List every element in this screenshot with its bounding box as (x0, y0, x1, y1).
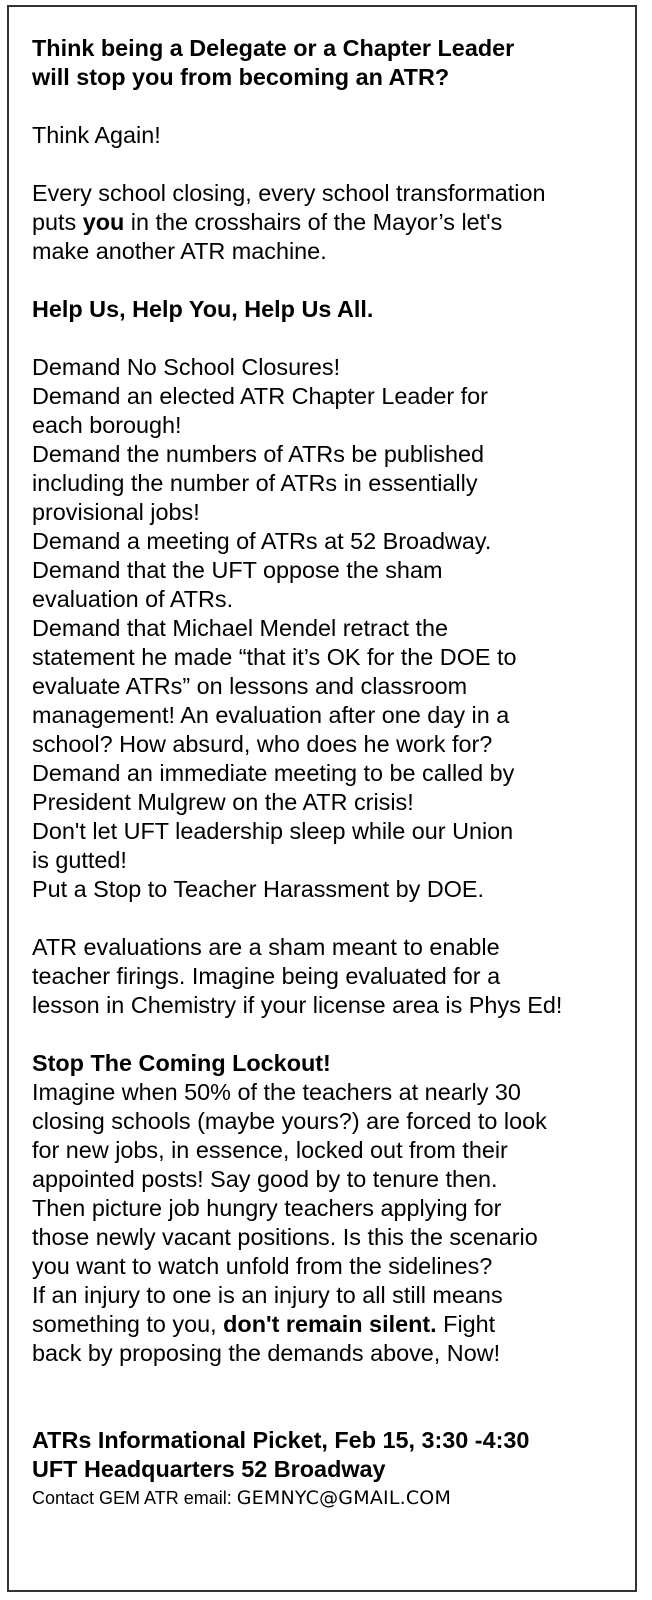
evaluations-line: ATR evaluations are a sham meant to enable (32, 934, 500, 960)
headline-line-2: will stop you from becoming an ATR? (32, 64, 450, 90)
demand-line: statement he made “that it’s OK for the DOE to (32, 644, 517, 670)
lockout-line: Then picture job hungry teachers applying for (32, 1195, 502, 1221)
demand-line: each borough! (32, 412, 182, 438)
demand-line: Put a Stop to Teacher Harassment by DOE. (32, 876, 485, 902)
contact-email: GEMNYC@GMAIL.COM (236, 1487, 452, 1509)
contact-label: Contact GEM ATR email: (32, 1488, 237, 1508)
demand-line: Demand that the UFT oppose the sham (32, 557, 443, 583)
lockout-line: Imagine when 50% of the teachers at nearly 30 (32, 1079, 521, 1105)
demand-line: Demand an elected ATR Chapter Leader for (32, 383, 488, 409)
demand-line: Demand the numbers of ATRs be published (32, 441, 485, 467)
demand-line: Demand a meeting of ATRs at 52 Broadway. (32, 528, 492, 554)
closing-line-1: Every school closing, every school transformation (32, 180, 546, 206)
demands-list (32, 353, 622, 904)
demand-line: including the number of ATRs in essentially (32, 470, 478, 496)
lockout-paragraph (32, 1078, 622, 1368)
help-heading: Help Us, Help You, Help Us All. (32, 296, 374, 322)
demand-line: is gutted! (32, 847, 127, 873)
lockout-line: those newly vacant positions. Is this the scenario (32, 1224, 538, 1250)
demand-line: management! An evaluation after one day in a (32, 702, 510, 728)
picket-line-2: UFT Headquarters 52 Broadway (32, 1456, 386, 1482)
demand-line: Demand No School Closures! (32, 354, 341, 380)
lockout-heading: Stop The Coming Lockout! (32, 1050, 331, 1076)
evaluations-paragraph (32, 933, 622, 1020)
demand-line: evaluation of ATRs. (32, 586, 234, 612)
picket-line-1: ATRs Informational Picket, Feb 15, 3:30 -4:30 (32, 1427, 530, 1453)
evaluations-line: teacher firings. Imagine being evaluated for a (32, 963, 501, 989)
lockout-line (32, 1310, 622, 1339)
demand-line: Demand an immediate meeting to be called by (32, 760, 515, 786)
dont-remain-silent-bold: don't remain silent. (223, 1311, 437, 1337)
lockout-end-post: Fight (436, 1311, 496, 1337)
demand-line: Demand that Michael Mendel retract the (32, 615, 449, 641)
lockout-line: If an injury to one is an injury to all still means (32, 1282, 503, 1308)
demand-line: Don't let UFT leadership sleep while our Union (32, 818, 514, 844)
closing-line-2 (32, 208, 622, 237)
lockout-line: back by proposing the demands above, Now! (32, 1340, 501, 1366)
contact-line (32, 1484, 622, 1513)
lockout-line: for new jobs, in essence, locked out from their (32, 1137, 508, 1163)
lockout-line: you want to watch unfold from the sidelines? (32, 1253, 493, 1279)
closing-you-bold: you (82, 209, 125, 235)
demand-line: provisional jobs! (32, 499, 200, 525)
closing-line-2-pre: puts (32, 209, 83, 235)
think-again: Think Again! (32, 122, 161, 148)
lockout-line: closing schools (maybe yours?) are forced to look (32, 1108, 547, 1134)
closing-line-2-post: in the crosshairs of the Mayor’s let's (124, 209, 503, 235)
flyer-content (32, 34, 622, 1513)
headline-line-1: Think being a Delegate or a Chapter Leader (32, 35, 515, 61)
demand-line: President Mulgrew on the ATR crisis! (32, 789, 414, 815)
evaluations-line: lesson in Chemistry if your license area is Phys Ed! (32, 992, 563, 1018)
demand-line: school? How absurd, who does he work for? (32, 731, 493, 757)
demand-line: evaluate ATRs” on lessons and classroom (32, 673, 468, 699)
lockout-line: appointed posts! Say good by to tenure then. (32, 1166, 498, 1192)
closing-line-3: make another ATR machine. (32, 238, 327, 264)
lockout-end-pre: something to you, (32, 1311, 224, 1337)
